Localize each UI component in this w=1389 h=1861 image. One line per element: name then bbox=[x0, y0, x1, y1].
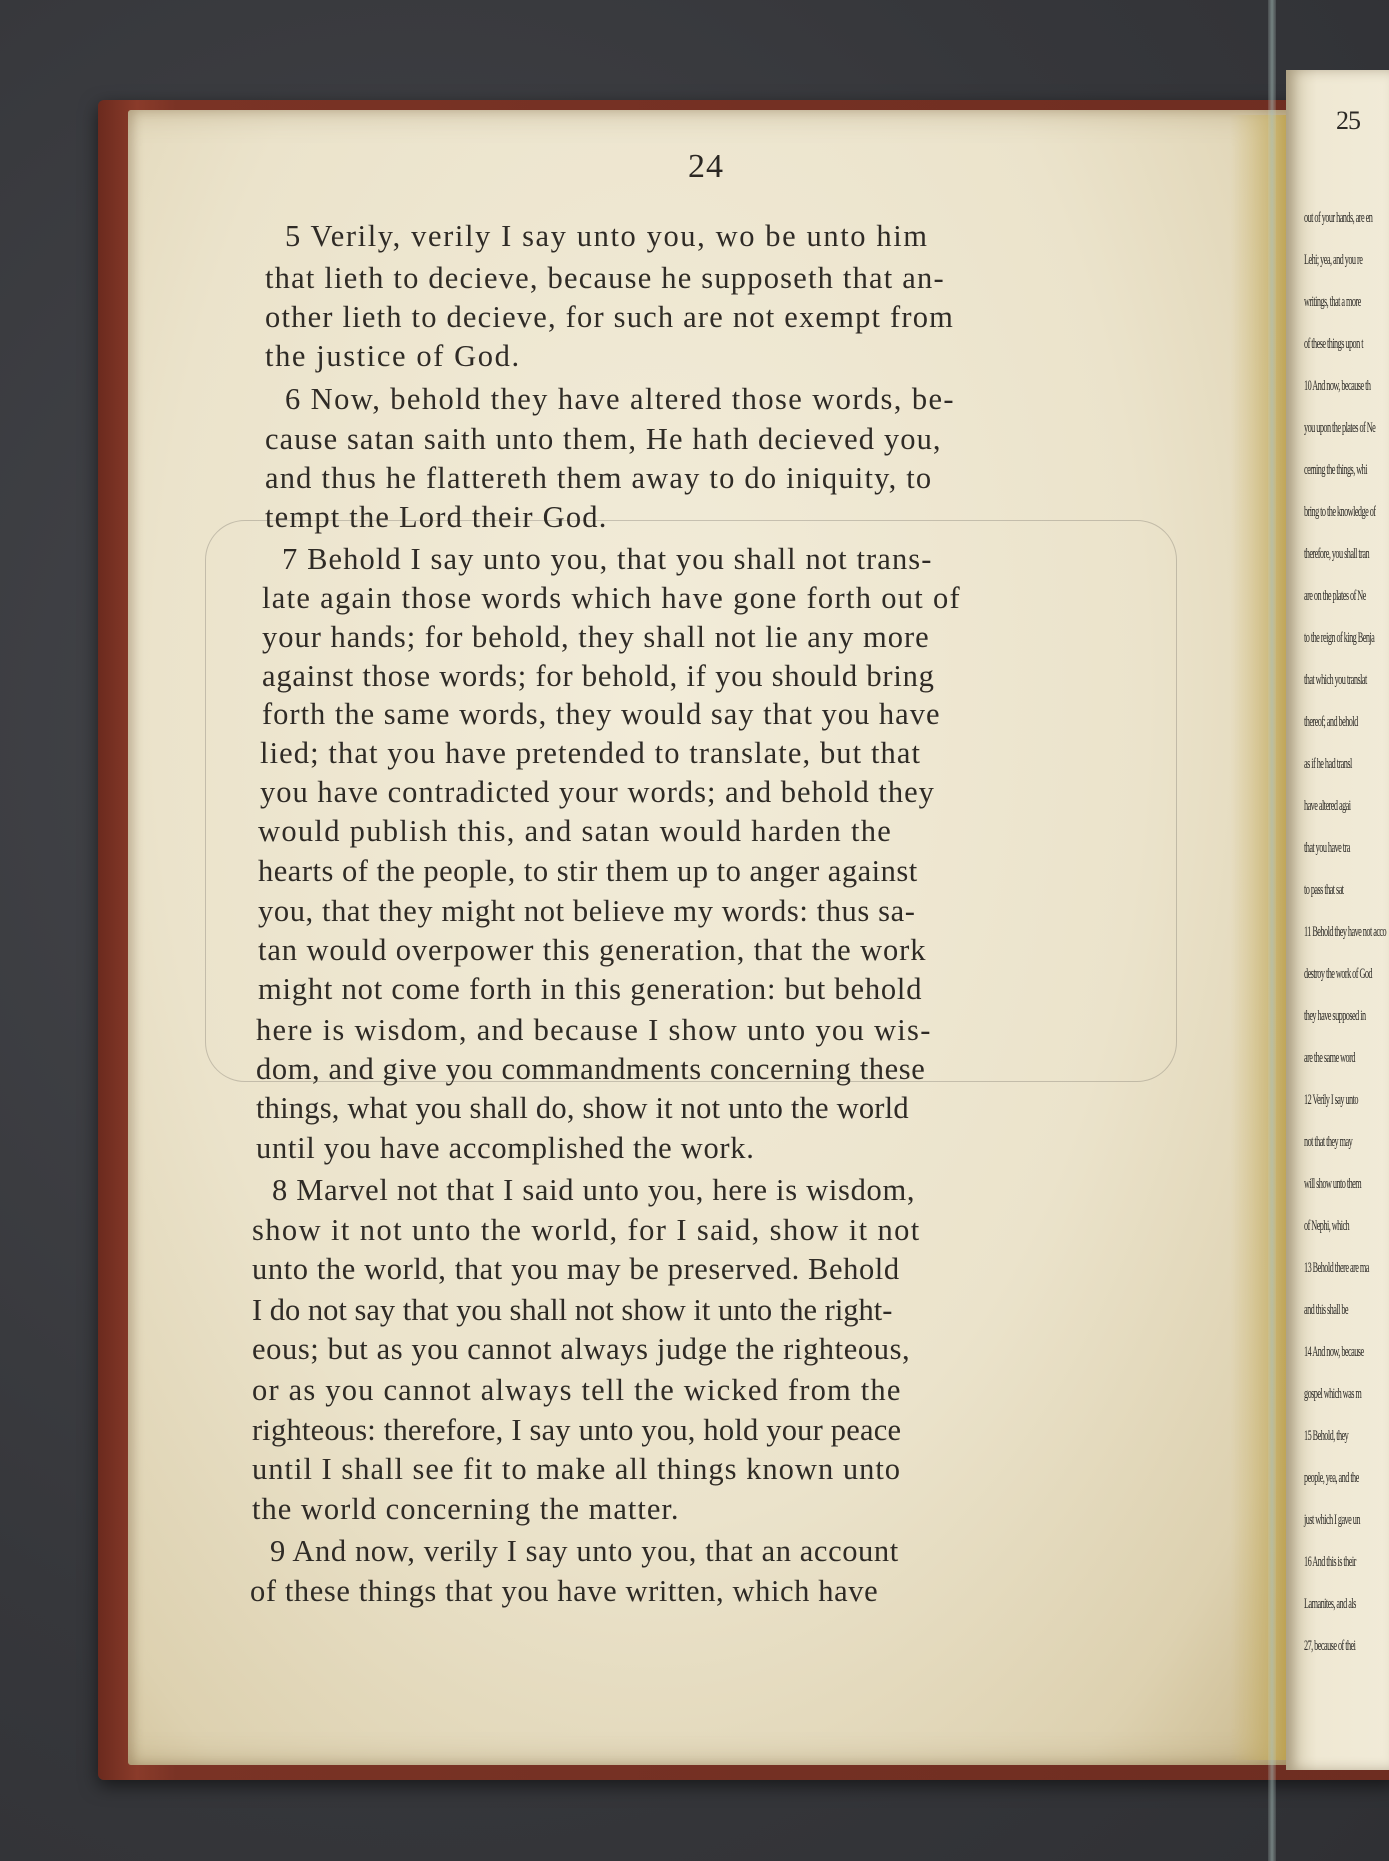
text-line: late again those words which have gone forth out of bbox=[262, 581, 961, 615]
next-page-fragment: not that they may bbox=[1304, 1134, 1353, 1150]
text-line: and thus he flattereth them away to do iniquity, to bbox=[265, 461, 933, 495]
next-page-fragment: cerning the things, whi bbox=[1304, 462, 1367, 478]
next-page-fragment: Lehi; yea, and you re bbox=[1304, 252, 1363, 268]
text-line: would publish this, and satan would harden the bbox=[258, 814, 893, 848]
next-page-fragment: are on the plates of Ne bbox=[1304, 588, 1366, 604]
text-line: the justice of God. bbox=[265, 339, 521, 373]
next-page-fragment: are the same word bbox=[1304, 1050, 1355, 1066]
next-page-fragment: therefore, you shall tran bbox=[1304, 546, 1370, 562]
text-line: here is wisdom, and because I show unto you wis- bbox=[256, 1013, 932, 1047]
page-gutter bbox=[1230, 115, 1290, 1760]
text-line: against those words; for behold, if you should bring bbox=[262, 659, 935, 693]
next-page-fragment: to the reign of king Benja bbox=[1304, 630, 1375, 646]
text-line: the world concerning the matter. bbox=[252, 1492, 680, 1526]
text-line: cause satan saith unto them, He hath decieved you, bbox=[265, 422, 942, 456]
next-page-fragment: of these things upon t bbox=[1304, 336, 1363, 352]
text-line: your hands; for behold, they shall not lie any more bbox=[262, 620, 930, 654]
next-page-fragment: destroy the work of God bbox=[1304, 966, 1373, 982]
next-page-fragment: to pass that sat bbox=[1304, 882, 1344, 898]
next-page-fragment: that which you translat bbox=[1304, 672, 1367, 688]
text-line: 5 Verily, verily I say unto you, wo be unto him bbox=[285, 219, 929, 253]
next-page-fragment: 11 Behold they have not acco bbox=[1304, 924, 1387, 940]
text-line: I do not say that you shall not show it unto the right- bbox=[252, 1293, 893, 1327]
next-page-fragment: they have supposed in bbox=[1304, 1008, 1366, 1024]
next-page bbox=[1286, 70, 1389, 1770]
next-page-fragment: gospel which was m bbox=[1304, 1386, 1362, 1402]
text-line: you, that they might not believe my words: thus sa- bbox=[258, 894, 916, 928]
next-page-fragment: 13 Behold there are ma bbox=[1304, 1260, 1369, 1276]
next-page-fragment: people, yea, and the bbox=[1304, 1470, 1359, 1486]
next-page-fragment: 10 And now, because th bbox=[1304, 378, 1371, 394]
text-line: hearts of the people, to stir them up to anger against bbox=[258, 854, 918, 888]
next-page-fragment: have altered agai bbox=[1304, 798, 1351, 814]
text-line: things, what you shall do, show it not unto the world bbox=[256, 1091, 909, 1125]
glass-slide-edge bbox=[1268, 0, 1276, 1861]
text-line: 9 And now, verily I say unto you, that an account bbox=[270, 1534, 899, 1568]
text-line: show it not unto the world, for I said, show it not bbox=[252, 1213, 921, 1247]
text-line: eous; but as you cannot always judge the righteous, bbox=[252, 1332, 911, 1366]
text-line: until I shall see fit to make all things known unto bbox=[252, 1452, 902, 1486]
next-page-fragment: 14 And now, because bbox=[1304, 1344, 1364, 1360]
next-page-fragment: Lamanites, and als bbox=[1304, 1596, 1356, 1612]
text-line: of these things that you have written, which have bbox=[250, 1574, 879, 1608]
text-line: 6 Now, behold they have altered those words, be- bbox=[285, 382, 955, 416]
next-page-fragment: and this shall be bbox=[1304, 1302, 1349, 1318]
next-page-fragment: of Nephi, which bbox=[1304, 1218, 1350, 1234]
next-page-number: 25 bbox=[1336, 106, 1360, 135]
text-line: forth the same words, they would say that you have bbox=[262, 697, 941, 731]
next-page-fragment: you upon the plates of Ne bbox=[1304, 420, 1376, 436]
page-number: 24 bbox=[688, 148, 724, 185]
next-page-fragment: thereof; and behold bbox=[1304, 714, 1358, 730]
text-line: 7 Behold I say unto you, that you shall not trans- bbox=[282, 542, 933, 576]
text-line: that lieth to decieve, because he supposeth that an- bbox=[265, 261, 945, 295]
next-page-fragment: writings, that a more bbox=[1304, 294, 1361, 310]
text-line: might not come forth in this generation: but behold bbox=[258, 972, 923, 1006]
next-page-fragment: 16 And this is their bbox=[1304, 1554, 1356, 1570]
text-line: other lieth to decieve, for such are not exempt from bbox=[265, 300, 955, 334]
next-page-fragment: that you have tra bbox=[1304, 840, 1350, 856]
next-page-fragment: will show unto them bbox=[1304, 1176, 1362, 1192]
next-page-fragment: 27, because of thei bbox=[1304, 1638, 1356, 1654]
next-page-fragment: 12 Verily I say unto bbox=[1304, 1092, 1358, 1108]
text-line: 8 Marvel not that I said unto you, here is wisdom, bbox=[272, 1173, 916, 1207]
text-line: until you have accomplished the work. bbox=[256, 1131, 755, 1165]
next-page-fragment: just which I gave un bbox=[1304, 1512, 1360, 1528]
text-line: tan would overpower this generation, that the work bbox=[258, 933, 927, 967]
text-line: lied; that you have pretended to translate, but that bbox=[260, 736, 922, 770]
text-line: dom, and give you commandments concerning these bbox=[256, 1052, 926, 1086]
text-line: or as you cannot always tell the wicked from the bbox=[252, 1373, 902, 1407]
text-line: unto the world, that you may be preserved. Behold bbox=[252, 1252, 900, 1286]
text-line: you have contradicted your words; and behold they bbox=[260, 775, 935, 809]
next-page-fragment: bring to the knowledge of bbox=[1304, 504, 1376, 520]
next-page-fragment: as if he had transl bbox=[1304, 756, 1352, 772]
text-line: tempt the Lord their God. bbox=[265, 500, 608, 534]
next-page-fragment: out of your hands, are en bbox=[1304, 210, 1373, 226]
next-page-fragment: 15 Behold, they bbox=[1304, 1428, 1349, 1444]
text-line: righteous: therefore, I say unto you, hold your peace bbox=[252, 1413, 902, 1447]
